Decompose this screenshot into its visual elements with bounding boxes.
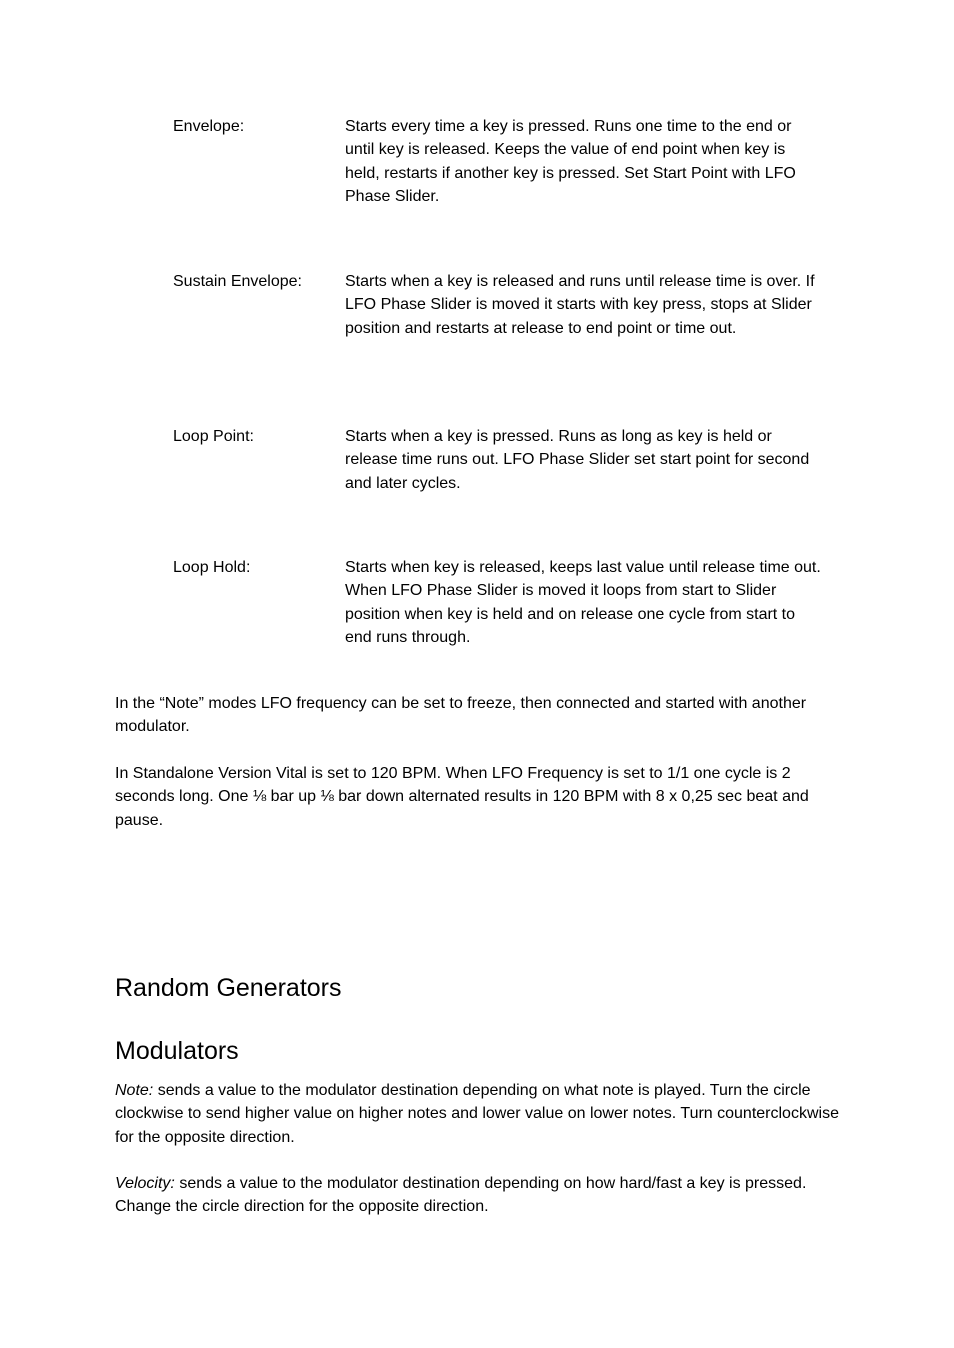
lfo-mode-term: Envelope: [173,118,245,135]
velocity-modulator-paragraph [115,1172,843,1219]
lfo-mode-description: Starts when key is released, keeps last value until release time out. When LFO Phase Slider is moved it loops from start to Slider position when key is held and on release one cycle from start to end runs through. [345,559,821,646]
standalone-paragraph: In Standalone Version Vital is set to 120 BPM. When LFO Frequency is set to 1/1 one cycle is 2 seconds long. One ⅛ bar up ⅛ bar down alternated results in 120 BPM with 8 x 0,25 sec beat and pause. [115,765,809,829]
lfo-mode-term: Sustain Envelope: [173,273,302,290]
note-modulator-label: Note: [115,1082,154,1099]
random-generators-heading: Random Generators [115,974,342,1002]
lfo-mode-description: Starts every time a key is pressed. Runs one time to the end or until key is released. Keeps the value of end point when key is held, restarts if another key is pressed. Set Start Point with LFO Phase Slider. [345,118,796,205]
velocity-modulator-label: Velocity: [115,1175,175,1192]
note-modulator-paragraph [115,1079,843,1149]
lfo-mode-description: Starts when a key is pressed. Runs as long as key is held or release time runs out. LFO Phase Slider set start point for second and later cycles. [345,428,810,492]
lfo-mode-description: Starts when a key is released and runs until release time is over. If LFO Phase Slider is moved it starts with key press, stops at Slider position and restarts at release to end point or time out. [345,273,815,337]
note-modes-paragraph: In the “Note” modes LFO frequency can be set to freeze, then connected and started with another modulator. [115,695,807,736]
velocity-modulator-text: sends a value to the modulator destination depending on how hard/fast a key is pressed. Change the circle direction for the opposite direction. [115,1175,807,1216]
lfo-mode-term: Loop Point: [173,428,254,445]
lfo-mode-term: Loop Hold: [173,559,251,576]
note-modulator-text: sends a value to the modulator destination depending on what note is played. Turn the circle clockwise to send higher value on higher notes and lower value on lower notes. Turn counterclockwise for the opposite direction. [115,1082,839,1146]
modulators-heading: Modulators [115,1037,239,1065]
